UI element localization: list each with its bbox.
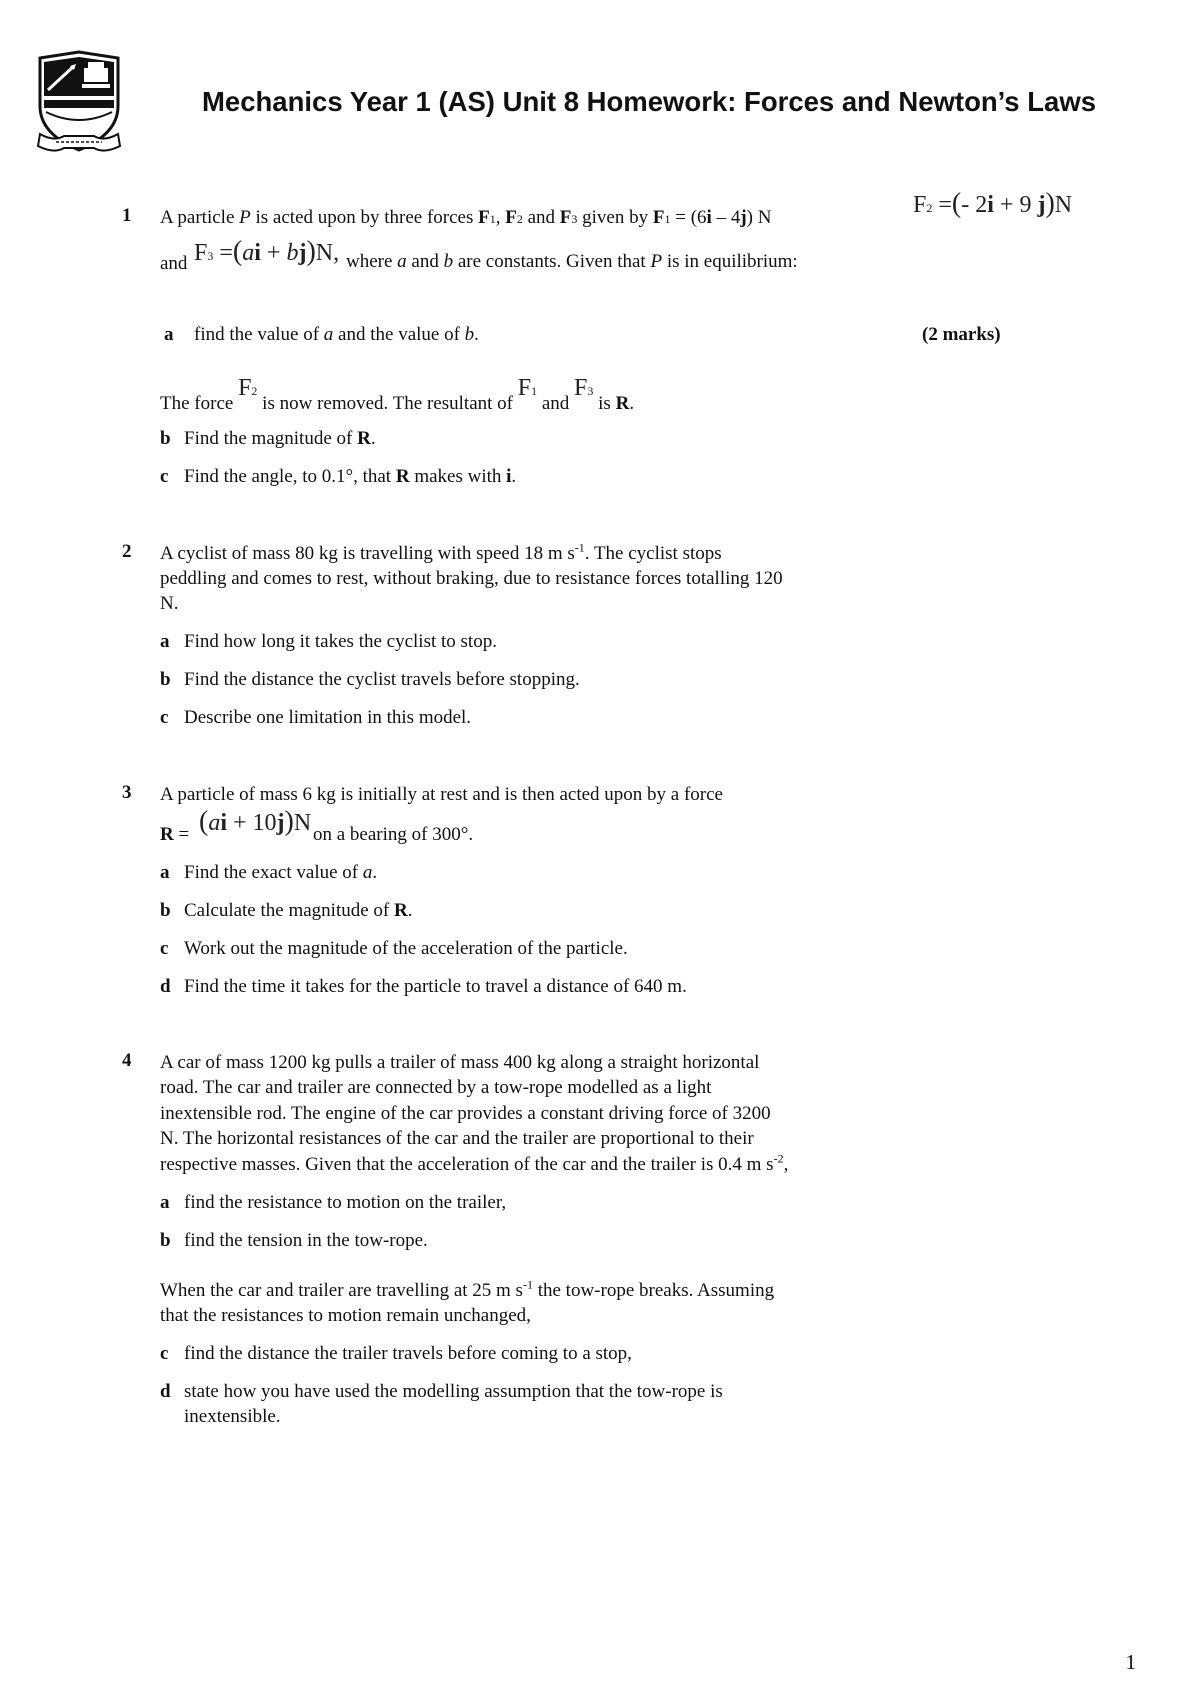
question-4-part-d: d state how you have used the modelling assumption that the tow-rope is (160, 1381, 723, 1402)
question-2-line-2: peddling and comes to rest, without braking, due to resistance forces totalling 120 (160, 568, 783, 589)
equation-R: (ai + 10j)N (199, 806, 312, 837)
question-2-line-1: A cyclist of mass 80 kg is travelling with speed 18 m $s^{-1}$. The cyclist stops (160, 540, 722, 564)
question-4-line-2: road. The car and trailer are connected by a tow-rope modelled as a light (160, 1077, 712, 1098)
question-3-number: 3 (122, 782, 132, 803)
question-2-part-b: b Find the distance the cyclist travels before stopping. (160, 669, 580, 690)
question-1-part-c: c Find the angle, to 0.1°, that R makes with i. (160, 466, 517, 487)
question-4-part-b: b find the tension in the tow-rope. (160, 1230, 428, 1251)
question-3-part-b: b Calculate the magnitude of R. (160, 900, 413, 921)
question-1-line-1: A particle P is acted upon by three forces F1, F2 and F3 given by F1 = (6i – 4j) N (160, 207, 772, 228)
question-4-part-c: c find the distance the trailer travels before coming to a stop, (160, 1343, 632, 1364)
question-1-line-2: where a and b are constants. Given that P is in equilibrium: (346, 251, 798, 272)
school-crest-logo (34, 50, 124, 158)
question-4-line-3: inextensible rod. The engine of the car provides a constant driving force of 3200 (160, 1103, 771, 1124)
question-4-number: 4 (122, 1050, 132, 1071)
question-1-number: 1 (122, 205, 132, 226)
question-2-line-3: N. (160, 593, 179, 614)
question-4-line-4: N. The horizontal resistances of the car and the trailer are proportional to their (160, 1128, 754, 1149)
question-4-line-5: respective masses. Given that the acceleration of the car and the trailer is 0.4 m $s^{-2}$, (160, 1151, 789, 1175)
question-3-line-2: on a bearing of 300°. (313, 824, 474, 845)
question-1-force-removed: The force F2 is now removed. The resultant of F1 and F3 is R. (160, 375, 635, 414)
equation-f2: F2 =(- 2i + 9 j)N (913, 188, 1073, 219)
question-4-when-line-1: When the car and trailer are travelling at 25 m $s^{-1}$ the tow-rope breaks. Assuming (160, 1277, 775, 1301)
page-number: 1 (1125, 1650, 1136, 1674)
question-3-part-a: a Find the exact value of a. (160, 862, 378, 883)
question-3-line-1: A particle of mass 6 kg is initially at rest and is then acted upon by a force (160, 784, 723, 805)
question-3-force-R: R = (160, 824, 190, 845)
question-2-number: 2 (122, 541, 132, 562)
page-title: Mechanics Year 1 (AS) Unit 8 Homework: Forces and Newton’s Laws (202, 86, 1097, 117)
equation-f3: F3 =(ai + bj)N, (194, 236, 340, 267)
question-3-part-c: c Work out the magnitude of the acceleration of the particle. (160, 938, 628, 959)
question-1-and: and (160, 253, 188, 274)
question-2-part-a: a Find how long it takes the cyclist to stop. (160, 631, 497, 652)
question-1-part-a: a find the value of a and the value of b. (164, 324, 479, 345)
question-1-part-b: b Find the magnitude of R. (160, 428, 376, 449)
question-4-line-1: A car of mass 1200 kg pulls a trailer of mass 400 kg along a straight horizontal (160, 1052, 760, 1073)
question-2-part-c: c Describe one limitation in this model. (160, 707, 472, 728)
question-3-part-d: d Find the time it takes for the particle to travel a distance of 640 m. (160, 976, 687, 997)
question-4-part-a: a find the resistance to motion on the trailer, (160, 1192, 507, 1213)
question-4-part-d-cont: inextensible. (184, 1406, 281, 1427)
question-4-when-line-2: that the resistances to motion remain unchanged, (160, 1305, 531, 1326)
question-1-marks: (2 marks) (922, 324, 1001, 345)
